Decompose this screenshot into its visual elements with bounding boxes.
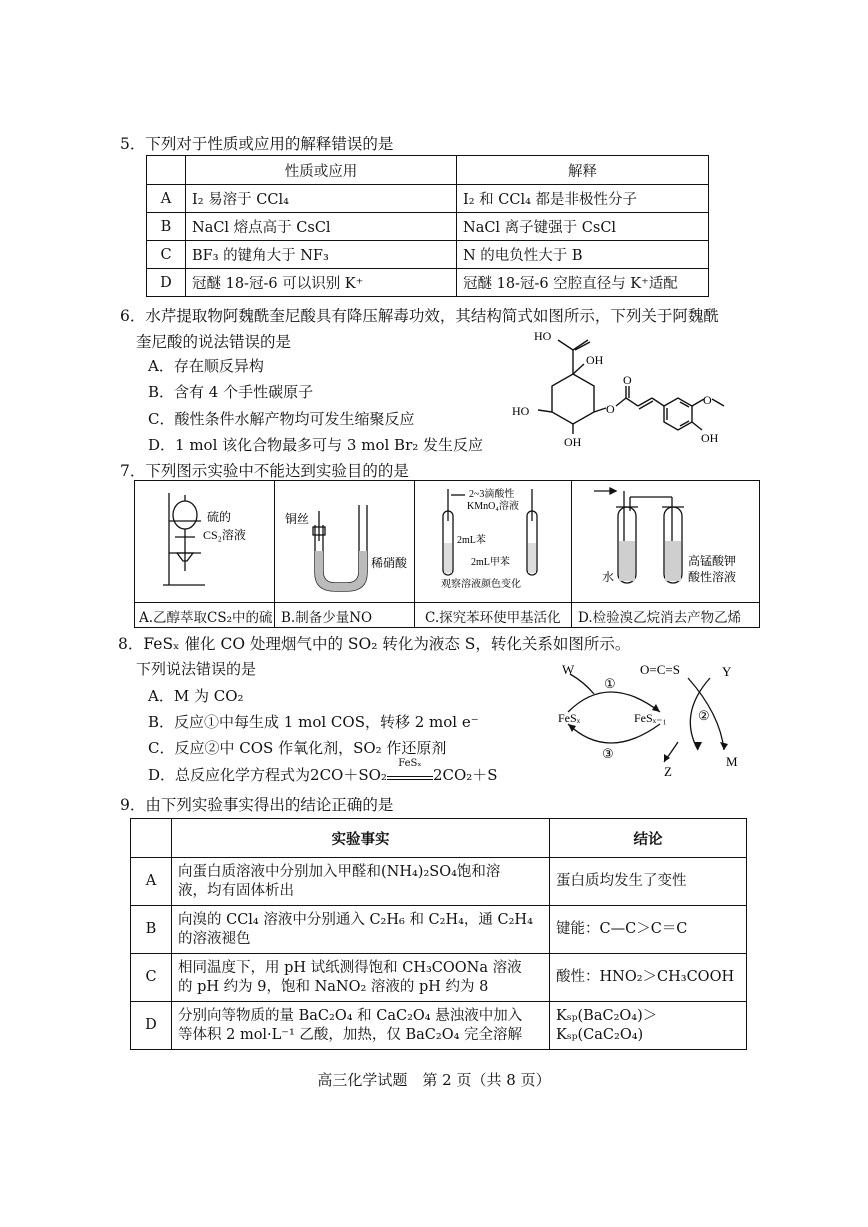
- separatory-funnel-icon: [135, 481, 274, 601]
- conclusion-cell: 蛋白质均发生了变性: [550, 858, 747, 906]
- panel-d-label2: 高锰酸钾: [688, 554, 737, 568]
- table-header-row: [131, 819, 747, 858]
- q6-stem-line1: 6．水芹提取物阿魏酰奎尼酸具有降压解毒功效，其结构简式如图所示，下列关于阿魏酰: [120, 307, 719, 325]
- panel-a-caption: A.乙醇萃取CS₂中的硫: [139, 610, 273, 626]
- fact-line: 的溶液褪色: [178, 930, 251, 947]
- cycle-r2-label: ②: [698, 708, 710, 723]
- panel-c-label4: 2mL甲苯: [471, 557, 510, 568]
- q6-option-c: C．酸性条件水解产物均可发生缩聚反应: [148, 410, 415, 428]
- fact-line: 相同温度下，用 pH 试纸测得饱和 CH₃COONa 溶液: [178, 959, 522, 976]
- q8-option-d-text: D．总反应化学方程式为2CO＋SO₂: [148, 766, 387, 784]
- panel-d-caption: D.检验溴乙烷消去产物乙烯: [578, 610, 742, 626]
- q7-experiment-panel: [134, 480, 760, 628]
- q8-option-d-tail: 2CO₂＋S: [432, 766, 498, 784]
- cycle-r3-label: ③: [602, 746, 614, 761]
- q5-table: [146, 155, 709, 297]
- header-cell: 性质或应用: [186, 156, 457, 185]
- cycle-fesx1-label: FeSₓ₋₁: [634, 711, 667, 725]
- carbonyl-o-label: O: [623, 373, 632, 387]
- oh-bottom-label: OH: [564, 435, 582, 449]
- conclusion-cell: 酸性：HNO₂＞CH₃COOH: [550, 954, 747, 1002]
- q5-stem: 5．下列对于性质或应用的解释错误的是: [120, 135, 394, 153]
- table-row: [147, 185, 709, 213]
- q7-stem: 7．下列图示实验中不能达到实验目的的是: [120, 462, 409, 480]
- table-row: [147, 213, 709, 241]
- panel-d-label3: 酸性溶液: [688, 570, 737, 584]
- gas-wash-apparatus-icon: [572, 481, 758, 601]
- q8-option-d: [148, 758, 498, 785]
- header-cell: 结论: [550, 819, 747, 858]
- cooh-ho-label: HO: [534, 329, 552, 343]
- panel-c-caption: C.探究苯环使甲基活化: [425, 610, 561, 626]
- option-letter: C: [131, 954, 172, 1002]
- q9-table: [130, 818, 747, 1050]
- ring-oh-label: OH: [701, 431, 719, 445]
- panel-a-label2: CS₂溶液: [203, 528, 246, 542]
- q8-option-b: B．反应①中每生成 1 mol COS，转移 2 mol e⁻: [148, 713, 479, 731]
- cycle-m-label: M: [726, 754, 738, 769]
- option-letter: D: [131, 1002, 172, 1050]
- property-cell: NaCl 熔点高于 CsCl: [186, 213, 457, 241]
- header-cell: [131, 819, 172, 858]
- q8-option-c: C．反应②中 COS 作氧化剂，SO₂ 作还原剂: [148, 739, 447, 757]
- fact-line: 分别向等物质的量 BaC₂O₄ 和 CaC₂O₄ 悬浊液中加入: [178, 1007, 523, 1024]
- fact-line: 液，均有固体析出: [178, 882, 294, 899]
- u-tube-icon: [275, 481, 414, 601]
- table-row: [131, 858, 747, 906]
- panel-b-caption: B.制备少量NO: [281, 610, 373, 626]
- fact-line: 等体积 2 mol·L⁻¹ 乙酸，加热，仅 BaC₂O₄ 完全溶解: [178, 1026, 522, 1043]
- fact-cell: [172, 1002, 550, 1050]
- structure-formula-diagram: [498, 326, 748, 456]
- ester-o-label: O: [606, 402, 615, 416]
- panel-c-label5: 观察溶液颜色变化: [441, 579, 521, 590]
- conclusion-cell: 键能：C—C＞C＝C: [550, 906, 747, 954]
- table-row: [131, 906, 747, 954]
- header-cell: [147, 156, 186, 185]
- cycle-r1-label: ①: [604, 676, 616, 691]
- panel-d-label: 水: [602, 570, 615, 584]
- q6-option-a: A．存在顺反异构: [148, 357, 264, 375]
- panel-b-label2: 稀硝酸: [371, 556, 408, 570]
- table-row: [147, 269, 709, 297]
- fact-line: 向溴的 CCl₄ 溶液中分别通入 C₂H₆ 和 C₂H₄，通 C₂H₄: [178, 911, 533, 928]
- header-cell: 解释: [457, 156, 709, 185]
- reason-cell: 冠醚 18-冠-6 空腔直径与 K⁺适配: [457, 269, 709, 297]
- catalytic-cycle-diagram: [548, 654, 758, 782]
- q6-option-d: D．1 mol 该化合物最多可与 3 mol Br₂ 发生反应: [148, 436, 484, 454]
- option-letter: B: [131, 906, 172, 954]
- q8-sub: 下列说法错误的是: [136, 660, 257, 678]
- panel-b-label: 铜丝: [285, 512, 310, 526]
- q8-option-a: A．M 为 CO₂: [148, 687, 244, 705]
- table-header-row: [147, 156, 709, 185]
- property-cell: 冠醚 18-冠-6 可以识别 K⁺: [186, 269, 457, 297]
- cycle-z-label: Z: [664, 764, 672, 779]
- option-letter: A: [147, 185, 186, 213]
- table-row: [131, 954, 747, 1002]
- table-row: [147, 241, 709, 269]
- cycle-fesx-label: FeSₓ: [558, 711, 581, 725]
- fact-line: 的 pH 约为 9，饱和 NaNO₂ 溶液的 pH 约为 8: [178, 978, 489, 995]
- panel-a-label: 硫的: [207, 510, 232, 524]
- option-letter: B: [147, 213, 186, 241]
- q6-option-b: B．含有 4 个手性碳原子: [148, 383, 314, 401]
- conclusion-cell: Kₛₚ(BaC₂O₄)＞Kₛₚ(CaC₂O₄): [550, 1002, 747, 1050]
- catalyst-label: FeSₓ: [398, 758, 422, 769]
- q6-stem-line2: 奎尼酸的说法错误的是: [136, 333, 292, 351]
- test-tubes-icon: [415, 481, 571, 601]
- reason-cell: N 的电负性大于 B: [457, 241, 709, 269]
- table-row: [131, 1002, 747, 1050]
- oh-top-label: OH: [586, 353, 604, 367]
- ho-left-label: HO: [512, 404, 530, 418]
- property-cell: I₂ 易溶于 CCl₄: [186, 185, 457, 213]
- q9-stem: 9．由下列实验事实得出的结论正确的是: [120, 796, 394, 814]
- reason-cell: NaCl 离子键强于 CsCl: [457, 213, 709, 241]
- property-cell: BF₃ 的键角大于 NF₃: [186, 241, 457, 269]
- cycle-cos-label: O=C=S: [640, 662, 680, 677]
- fact-cell: [172, 906, 550, 954]
- option-letter: A: [131, 858, 172, 906]
- reason-cell: I₂ 和 CCl₄ 都是非极性分子: [457, 185, 709, 213]
- option-letter: D: [147, 269, 186, 297]
- cycle-w-label: W: [562, 662, 575, 677]
- header-cell: 实验事实: [172, 819, 550, 858]
- panel-c-label2: KMnO₄溶液: [467, 501, 519, 512]
- fact-cell: [172, 858, 550, 906]
- option-letter: C: [147, 241, 186, 269]
- q8-stem: 8．FeSₓ 催化 CO 处理烟气中的 SO₂ 转化为液态 S，转化关系如图所示。: [118, 635, 631, 653]
- panel-c-label3: 2mL苯: [457, 535, 486, 546]
- fact-cell: [172, 954, 550, 1002]
- panel-c-label: 2~3滴酸性: [469, 489, 515, 500]
- page-footer: 高三化学试题 第 2 页（共 8 页）: [317, 1071, 551, 1089]
- catalyst-arrow: [387, 758, 433, 780]
- cycle-y-label: Y: [722, 664, 732, 679]
- methoxy-o-label: O: [703, 393, 712, 407]
- fact-line: 向蛋白质溶液中分别加入甲醛和(NH₄)₂SO₄饱和溶: [178, 863, 501, 880]
